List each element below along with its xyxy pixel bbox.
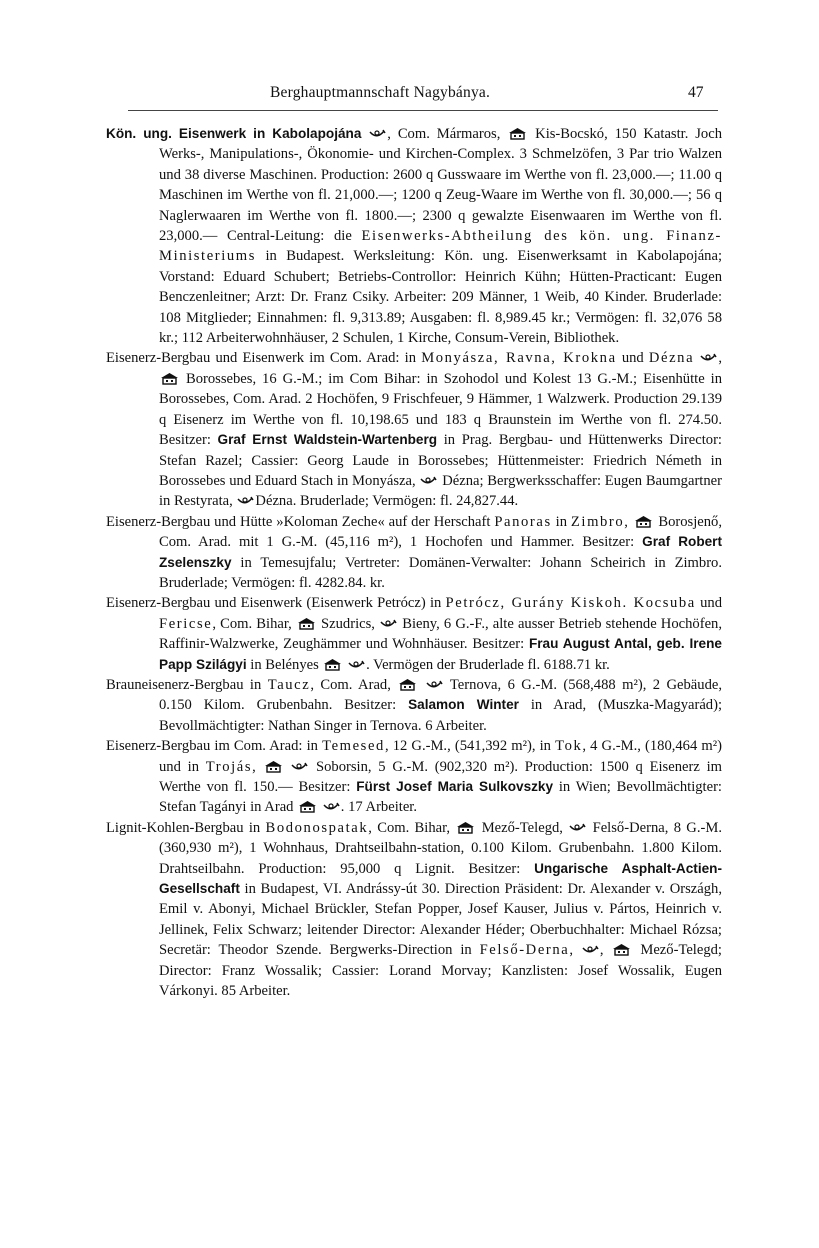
post-horn-icon: [426, 680, 443, 691]
post-horn-icon: [237, 496, 254, 507]
entry-spaced-text: Dézna: [648, 350, 695, 367]
railway-station-icon: [456, 821, 475, 834]
post-horn-icon: [323, 802, 340, 813]
entry-text: Eisenerz-Bergbau und Eisenwerk im Com. Arad: in: [106, 350, 422, 367]
entry-monyasza: [106, 348, 722, 511]
entry-text: . 17 Arbeiter.: [340, 799, 417, 816]
entry-text: Mező-Telegd; Director: Franz Wossalik; Cassier: Lorand Morvay; Kanzlisten: Josef Wossalik, Eugen Várkonyi. 85 Arbeiter.: [159, 942, 722, 1000]
entry-text: Soborsin, 5 G.-M. (902,320 m²). Production: 1500 q Eisenerz im Werthe von fl. 150.— Besitzer:: [159, 758, 722, 795]
entry-text: in Prag. Bergbau- und Hüttenwerks Director: Stefan Razel; Cassier: Georg Laude in Borossebes; Hüttenmeister: Friedrich Németh in Borossebes und Eduard Stach in Monyásza,: [159, 432, 722, 489]
entry-spaced-text: Bodonospatak: [265, 819, 369, 836]
entry-text: Borosjenő, Com. Arad. mit 1 G.-M. (45,116 m²), 1 Hochofen und Hammer. Besitzer:: [159, 513, 722, 551]
entry-text: Ternova, 6 G.-M. (568,488 m²), 2 Gebäude, 0.150 Kilom. Grubenbahn. Besitzer:: [159, 676, 723, 714]
entry-spaced-text: Zimbro,: [570, 513, 630, 530]
railway-station-icon: [508, 127, 527, 140]
entry-text: , Com. Bihar,: [212, 615, 292, 632]
entry-text: Felső-Derna, 8 G.-M. (360,930 m²), 1 Wohnhaus, Drahtseilbahn-station, 0.100 Kilom. Grubenbahn. 1.800 Kilom. Drahtseilbahn. Production: 95,000 q Lignit. Besitzer:: [159, 819, 722, 877]
entry-text: . Vermögen der Bruderlade fl. 6188.71 kr.: [366, 656, 610, 673]
entry-kabolapojana: [106, 124, 722, 348]
post-horn-icon: [569, 823, 586, 834]
entry-owner: Salamon Winter: [408, 697, 519, 713]
entry-owner: Graf Robert Zselenszky: [159, 534, 722, 570]
header-rule: [128, 110, 718, 111]
entry-text: Lignit-Kohlen-Bergbau in: [106, 819, 266, 836]
entry-spaced-text: Felső-Derna: [479, 942, 570, 959]
entry-text: ,: [569, 942, 573, 959]
entry-owner: Frau August Antal, geb. Irene Papp Szilágyi: [159, 636, 722, 672]
entry-text: Mező-Telegd,: [476, 819, 563, 836]
railway-station-icon: [298, 800, 317, 813]
entry-spaced-text: Taucz: [267, 676, 311, 693]
entry-spaced-text: Trojás: [205, 758, 253, 775]
entry-spaced-text: Fericse: [159, 615, 213, 632]
entry-text: Dézna; Bergwerksschaffer: Eugen Baumgartner in Restyrata,: [159, 472, 722, 510]
railway-station-icon: [160, 372, 179, 385]
entry-text: Brauneisenerz-Bergbau in: [106, 676, 268, 693]
railway-station-icon: [323, 658, 342, 671]
railway-station-icon: [634, 515, 653, 528]
entry-text: Eisenerz-Bergbau und Hütte »Koloman Zeche« auf der Herschaft: [106, 513, 495, 530]
entry-heading: Kön. ung. Eisenwerk in Kabolapojána: [106, 126, 362, 141]
entry-text: in Belényes: [246, 656, 319, 673]
entry-petrocz: [106, 593, 722, 675]
entry-text: Dézna. Bruderlade; Vermögen: fl. 24,827.44.: [255, 493, 519, 510]
entry-text: , Com. Mármaros,: [387, 126, 501, 142]
entry-text: Eisenerz-Bergbau und Eisenwerk (Eisenwerk Petrócz) in: [106, 595, 446, 612]
entry-taucz: [106, 675, 722, 736]
running-head: [0, 84, 819, 106]
entry-spaced-text: Temesed: [322, 738, 385, 755]
running-head-title: Berghauptmannschaft Nagybánya.: [270, 84, 491, 101]
entry-text: und: [695, 595, 722, 612]
entry-text: , 12 G.-M., (541,392 m²), in: [384, 738, 556, 755]
entry-bodonospatak: Lignit-Kohlen-Bergbau in Bodonospatak, Com. Bihar, Mező-Telegd, Felső-Derna, 8 G.-M. (360,930 m²), 1 Wohnhaus, Drahtseilbahn-station, 0.100 Kilom. Grubenbahn. 1.800 Kilom. Drahtseilbahn. Production: 95,000 q Lignit. Besitzer: Ungarische Asphalt-Actien-Gesellschaft in Budapest, VI. Andrássy-út 30. Direction Präsident: Dr. Alexander v. Országh, Emil v. Abonyi, Michael Brückler, Stefan Popper, Josef Kauser, Julius v. Pártos, Heinrich v. Jellinek, Felix Schwarz; leitender Director: Alexander Héder; Oberbuchhalter: Michael Rózsa; Secretär: Theodor Szende. Bergwerks-Direction in Felső-Derna, , Mező-Telegd; Director: Franz Wossalik; Cassier: Lorand Morvay; Kanzlisten: Josef Wossalik, Eugen Várkonyi. 85 Arbeiter.: [106, 819, 722, 1000]
entry-text: in Wien; Bevollmächtigter: Stefan Tagányi in Arad: [159, 779, 722, 816]
entry-owner: Fürst Josef Maria Sulkovszky: [356, 779, 554, 794]
railway-station-icon: [612, 943, 631, 956]
entry-text: ,: [252, 758, 256, 775]
entry-text: Eisenerz-Bergbau im Com. Arad: in: [106, 738, 323, 755]
entry-temesed: [106, 736, 722, 818]
railway-station-icon: [398, 678, 417, 691]
entry-spaced-text: Tok: [555, 738, 583, 755]
entry-text: in Temesujfalu; Vertreter: Domänen-Verwalter: Johann Scheirich in Zimbro. Bruderlade; Vermögen: fl. 4282.84. kr.: [159, 554, 722, 591]
post-horn-icon: [348, 660, 365, 671]
entry-text: Kis-Bocskó, 150 Katastr. Joch Werks-, Manipulations-, Ökonomie- und Kirchen-Complex. 3 Schmelzöfen, 3 Par trio Walzen und 38 diverse Maschinen. Production: 2600 q Gusswaare im Werthe von fl. 23,000.—; 11.00 q Maschinen im Werthe von fl. 21,000.—; 1200 q Zeug-Waare im Werthe von fl. 30,000.—; 56 q Naglerwaaren im Werthe von fl. 1800.—; 2300 q gewalzte Eisenwaaren im Werthe von fl. 23,000.— Central-Leitung: die: [159, 126, 722, 245]
post-horn-icon: [700, 353, 717, 364]
entry-spaced-text: Petrócz, Gurány Kiskoh. Kocsuba: [445, 595, 696, 612]
entry-zimbro: [106, 512, 722, 594]
entry-spaced-text: Monyásza, Ravna, Krokna: [421, 350, 617, 367]
entry-text: und: [616, 350, 649, 367]
directory-entries: [106, 124, 722, 1001]
entry-text: Borossebes, 16 G.-M.; im Com Bihar: in Szohodol und Kolest 13 G.-M.; Eisenhütte in Borossebes, Com. Arad. 2 Hochöfen, 9 Frischfeuer, 9 Hämmer, 1 Walzwerk. Production 29.139 q Eisenerz im Werthe von fl. 10,198.65 und 183 q Braunstein im Werthe von fl. 274.50. Besitzer:: [159, 370, 722, 449]
entry-owner: Graf Ernst Waldstein-Wartenberg: [217, 432, 438, 448]
entry-text: Bieny, 6 G.-F., alte ausser Betrieb stehende Hochöfen, Raffinir-Walzwerke, Zeughämmer und Wohnhäuser. Besitzer:: [159, 615, 723, 653]
entry-text: , Com. Arad,: [310, 676, 391, 693]
entry-spaced-text: Eisenwerks-Abtheilung des kön. ung. Finanz-Ministeriums: [159, 228, 722, 265]
post-horn-icon: [380, 619, 397, 630]
entry-text: in: [551, 513, 571, 530]
entry-text: in Arad, (Muszka-Magyarád); Bevollmächtigter: Nathan Singer in Ternova. 6 Arbeiter.: [159, 697, 723, 734]
post-horn-icon: [420, 476, 437, 487]
railway-station-icon: [297, 617, 316, 630]
entry-spaced-text: Panoras: [494, 513, 552, 530]
entry-text: in Budapest, VI. Andrássy-út 30. Direction Präsident: Dr. Alexander v. Országh, Emil v. Abonyi, Michael Brückler, Stefan Popper, Josef Kauser, Julius v. Pártos, Heinrich v. Jellinek, Felix Schwarz; leitender Director: Alexander Héder; Oberbuchhalter: Michael Rózsa; Secretär: Theodor Szende. Bergwerks-Direction in: [159, 881, 722, 959]
railway-station-icon: [264, 760, 283, 773]
entry-text: Szudrics,: [316, 615, 375, 632]
post-horn-icon: [291, 762, 308, 773]
entry-text: in Budapest. Werksleitung: Kön. ung. Eisenwerksamt in Kabolapojána; Vorstand: Eduard Schubert; Betriebs-Controllor: Heinrich Kühn; Hütten-Practicant: Eugen Benczenleitner; Arzt: Dr. Franz Csiky. Arbeiter: 209 Männer, 1 Weib, 40 Kinder. Bruderlade: 108 Mitglieder; Einnahmen: fl. 9,313.89; Ausgaben: fl. 8,989.45 kr.; Vermögen: fl. 32,076 58 kr.; 112 Arbeiterwohnhäuser, 2 Schulen, 1 Kirche, Consum-Verein, Bibliothek.: [159, 248, 722, 347]
post-horn-icon: [369, 129, 386, 140]
page-number: 47: [688, 84, 704, 101]
post-horn-icon: [582, 945, 599, 956]
entry-text: , 4 G.-M., (180,464 m²) und in: [159, 738, 722, 775]
entry-text: ,: [718, 350, 722, 367]
entry-text: , Com. Bihar,: [368, 819, 451, 836]
entry-owner: Ungarische Asphalt-Actien-Gesellschaft: [159, 860, 722, 897]
